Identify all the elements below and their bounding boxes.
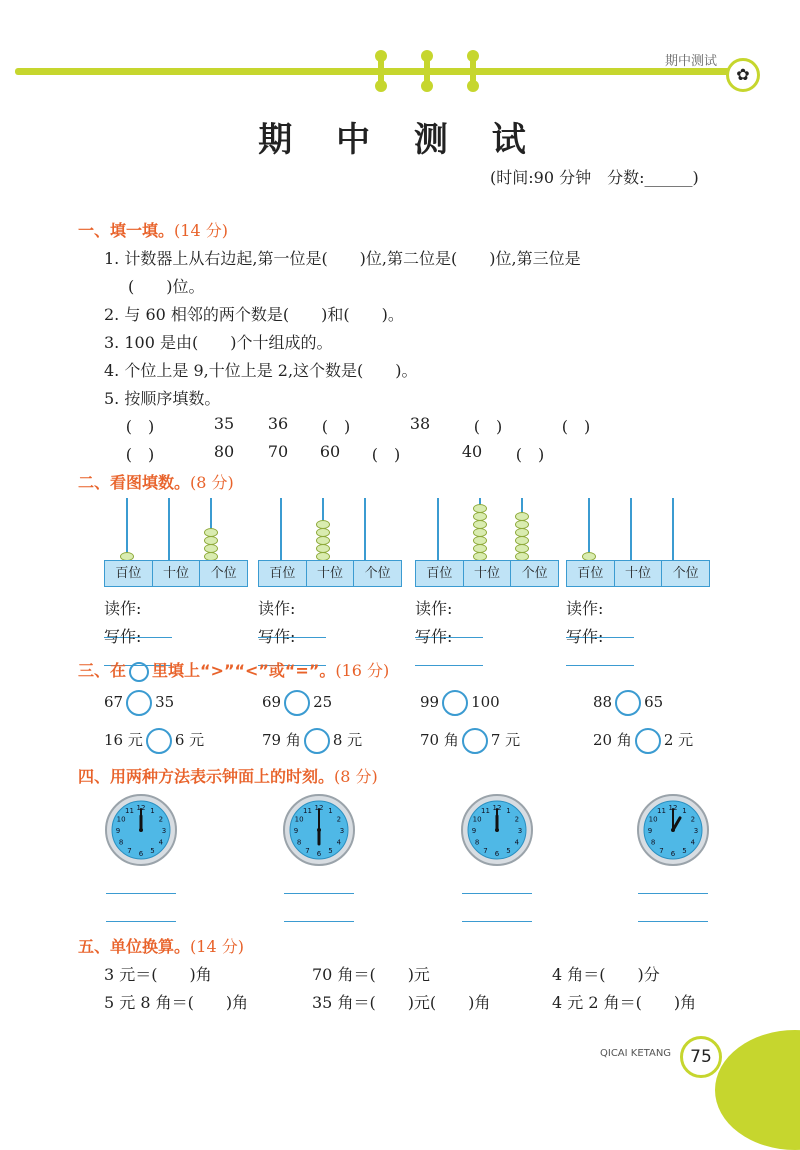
answer-line[interactable] <box>415 649 483 666</box>
read-field: 读作: <box>104 596 172 638</box>
clock-numeral: 4 <box>158 838 164 847</box>
place-label: 百位 <box>416 561 464 586</box>
clock-numeral: 12 <box>136 804 146 812</box>
time-answer-line[interactable] <box>106 893 176 894</box>
abacus-rod <box>672 498 674 560</box>
clock-numeral: 9 <box>471 827 477 835</box>
abacus-rod <box>437 498 439 560</box>
corner-decoration <box>715 1030 800 1150</box>
place-label: 百位 <box>567 561 615 586</box>
compare-circle-input[interactable] <box>635 728 661 754</box>
sequence-cell: ( ) <box>371 445 401 464</box>
sequence-cell: 80 <box>213 442 235 461</box>
clock-item <box>282 793 356 871</box>
clock-numeral: 12 <box>668 804 678 812</box>
test-meta: (时间:90 分钟 分数:______) <box>490 168 699 187</box>
time-answer-line[interactable] <box>462 921 532 922</box>
clock-numeral: 8 <box>118 838 124 847</box>
clock-numeral: 11 <box>303 807 312 816</box>
unit-item: 4 角＝( )分 <box>552 965 660 984</box>
clock-numeral: 6 <box>494 850 500 858</box>
section-1-title: 一、填一填。(14 分) <box>78 221 228 240</box>
answer-line[interactable] <box>566 649 634 666</box>
question-5: 5. 按顺序填数。 <box>104 389 221 408</box>
clock-item <box>636 793 710 871</box>
clock-numeral: 4 <box>336 838 342 847</box>
clock-face-icon <box>636 793 710 867</box>
place-label: 百位 <box>105 561 153 586</box>
compare-item: 88 65 <box>593 690 663 716</box>
sequence-cell: ( ) <box>125 445 155 464</box>
sequence-cell: 35 <box>213 414 235 433</box>
clock-numeral: 11 <box>125 807 134 816</box>
unit-item: 3 元＝( )角 <box>104 965 212 984</box>
place-label: 个位 <box>364 566 391 581</box>
abacus-bead <box>204 528 218 537</box>
abacus-bead <box>515 512 529 521</box>
compare-circle-input[interactable] <box>304 728 330 754</box>
question-2: 2. 与 60 相邻的两个数是( )和( )。 <box>104 305 404 324</box>
sequence-cell: ( ) <box>321 417 351 436</box>
sequence-cell: 40 <box>461 442 483 461</box>
question-1-cont: ( )位。 <box>128 277 205 296</box>
clock-numeral: 9 <box>647 827 653 835</box>
compare-circle-input[interactable] <box>126 690 152 716</box>
abacus-bead <box>204 544 218 553</box>
clock-face-icon <box>460 793 534 867</box>
binder-clip-icon <box>424 54 430 88</box>
question-1: 1. 计数器上从右边起,第一位是( )位,第二位是( )位,第三位是 <box>104 249 581 268</box>
clock-numeral: 6 <box>316 850 322 858</box>
clock-numeral: 3 <box>693 827 699 835</box>
clock-numeral: 7 <box>127 846 132 855</box>
abacus-bead <box>515 528 529 537</box>
clock-pin <box>495 828 499 832</box>
clock-numeral: 5 <box>328 846 333 855</box>
time-answer-line[interactable] <box>462 893 532 894</box>
clock-numeral: 1 <box>328 807 333 816</box>
sequence-cell: 60 <box>319 442 341 461</box>
sequence-cell: ( ) <box>515 445 545 464</box>
question-3: 3. 100 是由( )个十组成的。 <box>104 333 333 352</box>
abacus-bead <box>316 520 330 529</box>
sequence-cell: 70 <box>267 442 289 461</box>
clock-numeral: 9 <box>293 827 299 835</box>
section-5-title: 五、单位换算。(14 分) <box>78 937 244 956</box>
binder-clip-icon <box>378 54 384 88</box>
abacus-bead <box>473 528 487 537</box>
abacus-bead <box>473 536 487 545</box>
circle-icon <box>129 662 149 682</box>
clock-numeral: 5 <box>150 846 155 855</box>
read-field: 读作: <box>258 596 326 638</box>
place-label: 个位 <box>672 566 699 581</box>
abacus-bead <box>515 520 529 529</box>
compare-item: 20 角 2 元 <box>593 728 693 754</box>
clock-numeral: 6 <box>670 850 676 858</box>
time-answer-line[interactable] <box>284 893 354 894</box>
clock-numeral: 10 <box>472 815 482 824</box>
clock-numeral: 12 <box>492 804 502 812</box>
footer-brand: QICAI KETANG <box>600 1048 672 1059</box>
clock-numeral: 10 <box>648 815 658 824</box>
clock-numeral: 8 <box>296 838 302 847</box>
write-field: 写作: <box>104 624 172 666</box>
place-label: 十位 <box>464 561 512 586</box>
unit-item: 4 元 2 角＝( )角 <box>552 993 697 1012</box>
question-4: 4. 个位上是 9,十位上是 2,这个数是( )。 <box>104 361 418 380</box>
unit-item: 70 角＝( )元 <box>312 965 430 984</box>
unit-item: 35 角＝( )元( )角 <box>312 993 491 1012</box>
clock-numeral: 2 <box>514 815 520 824</box>
write-field: 写作: <box>415 624 483 666</box>
sequence-cell: 38 <box>409 414 431 433</box>
sequence-cell: 36 <box>267 414 289 433</box>
page-title: 期 中 测 试 <box>258 120 542 160</box>
place-label: 十位 <box>153 561 201 586</box>
unit-item: 5 元 8 角＝( )角 <box>104 993 249 1012</box>
write-field: 写作: <box>258 624 326 666</box>
place-label: 个位 <box>210 566 237 581</box>
time-answer-line[interactable] <box>638 893 708 894</box>
clock-numeral: 4 <box>690 838 696 847</box>
clock-item <box>460 793 534 871</box>
abacus-place-labels <box>566 560 710 587</box>
sequence-cell: ( ) <box>125 417 155 436</box>
place-label: 个位 <box>521 566 548 581</box>
sequence-cell: ( ) <box>561 417 591 436</box>
abacus-bead <box>316 528 330 537</box>
header-bar <box>15 68 735 75</box>
write-field: 写作: <box>566 624 634 666</box>
clock-pin <box>317 828 321 832</box>
compare-item: 79 角 8 元 <box>262 728 362 754</box>
sequence-cell: ( ) <box>473 417 503 436</box>
section-2-title: 二、看图填数。(8 分) <box>78 473 234 492</box>
clock-numeral: 2 <box>158 815 164 824</box>
read-field: 读作: <box>415 596 483 638</box>
abacus-rod <box>168 498 170 560</box>
clock-numeral: 7 <box>659 846 664 855</box>
clock-numeral: 10 <box>116 815 126 824</box>
compare-item: 70 角 7 元 <box>420 728 520 754</box>
place-label: 十位 <box>307 561 355 586</box>
time-answer-line[interactable] <box>284 921 354 922</box>
compare-item: 99 100 <box>420 690 500 716</box>
clock-pin <box>671 828 675 832</box>
clock-numeral: 3 <box>161 827 167 835</box>
clock-numeral: 1 <box>506 807 511 816</box>
clock-numeral: 7 <box>483 846 488 855</box>
clock-pin <box>139 828 143 832</box>
clock-numeral: 3 <box>517 827 523 835</box>
mascot-icon: ✿ <box>726 58 760 92</box>
time-answer-line[interactable] <box>638 921 708 922</box>
compare-circle-input[interactable] <box>146 728 172 754</box>
section-3-title: 三、在 里填上“>”“<”或“=”。(16 分) <box>78 661 390 680</box>
abacus-rod <box>364 498 366 560</box>
clock-numeral: 9 <box>115 827 121 835</box>
page-number: 75 <box>680 1036 722 1078</box>
clock-numeral: 5 <box>682 846 687 855</box>
compare-circle-input[interactable] <box>442 690 468 716</box>
clock-numeral: 5 <box>506 846 511 855</box>
abacus-bead <box>515 536 529 545</box>
abacus-bead <box>473 520 487 529</box>
abacus-place-labels <box>104 560 248 587</box>
header-label: 期中测试 <box>665 54 718 69</box>
clock-numeral: 11 <box>657 807 666 816</box>
clock-numeral: 6 <box>138 850 144 858</box>
abacus-rod <box>280 498 282 560</box>
abacus-bead <box>473 544 487 553</box>
clock-face-icon <box>104 793 178 867</box>
compare-item: 67 35 <box>104 690 174 716</box>
clock-numeral: 2 <box>336 815 342 824</box>
clock-numeral: 12 <box>314 804 324 812</box>
abacus-bead <box>473 504 487 513</box>
clock-numeral: 8 <box>474 838 480 847</box>
abacus-place-labels <box>415 560 559 587</box>
compare-circle-input[interactable] <box>615 690 641 716</box>
abacus-rod <box>588 498 590 560</box>
compare-circle-input[interactable] <box>462 728 488 754</box>
clock-numeral: 7 <box>305 846 310 855</box>
abacus-place-labels <box>258 560 402 587</box>
place-label: 十位 <box>615 561 663 586</box>
clock-numeral: 8 <box>650 838 656 847</box>
compare-item: 69 25 <box>262 690 332 716</box>
compare-circle-input[interactable] <box>284 690 310 716</box>
clock-numeral: 3 <box>339 827 345 835</box>
abacus-rod <box>630 498 632 560</box>
clock-numeral: 4 <box>514 838 520 847</box>
clock-item <box>104 793 178 871</box>
clock-numeral: 1 <box>150 807 155 816</box>
clock-numeral: 11 <box>481 807 490 816</box>
place-label: 百位 <box>259 561 307 586</box>
compare-item: 16 元 6 元 <box>104 728 204 754</box>
abacus-bead <box>316 544 330 553</box>
abacus-bead <box>316 536 330 545</box>
clock-numeral: 2 <box>690 815 696 824</box>
abacus-bead <box>204 536 218 545</box>
abacus-bead <box>515 544 529 553</box>
section-4-title: 四、用两种方法表示钟面上的时刻。(8 分) <box>78 767 378 786</box>
read-field: 读作: <box>566 596 634 638</box>
abacus-bead <box>473 512 487 521</box>
abacus-rod <box>126 498 128 560</box>
time-answer-line[interactable] <box>106 921 176 922</box>
clock-numeral: 10 <box>294 815 304 824</box>
clock-numeral: 1 <box>682 807 687 816</box>
clock-face-icon <box>282 793 356 867</box>
binder-clip-icon <box>470 54 476 88</box>
